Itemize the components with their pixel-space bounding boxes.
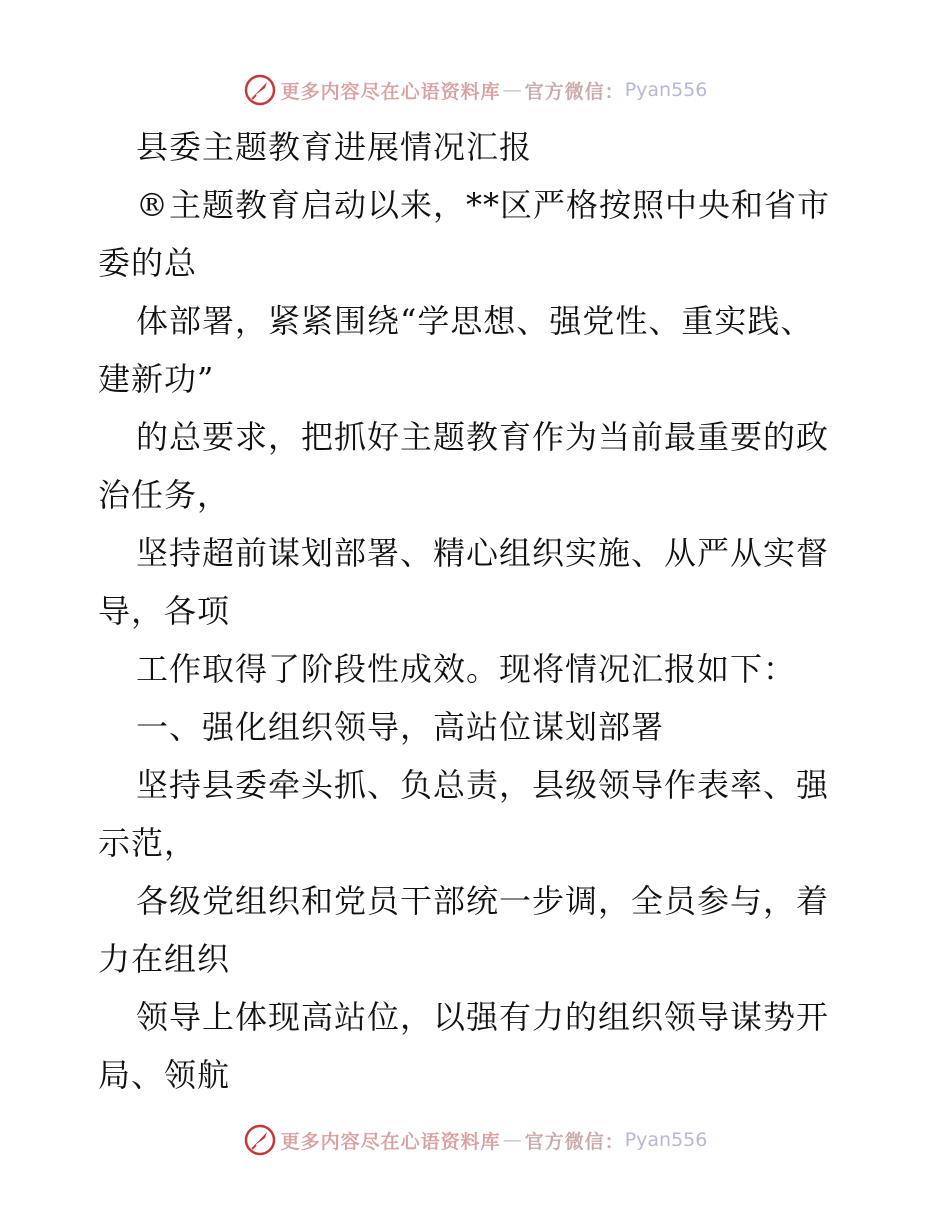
paragraph-line: 坚持县委牵头抓、负总责，县级领导作表率、强 [136,766,830,804]
watermark-separator: — [502,1129,523,1151]
paragraph-line: 导，各项 [98,592,231,630]
paragraph-line: 工作取得了阶段性成效。现将情况汇报如下： [136,650,797,688]
paragraph-line: 示范， [98,824,198,862]
paragraph-line: 领导上体现高站位，以强有力的组织领导谋势开 [136,998,830,1036]
paragraph-line: 一、强化组织领导，高站位谋划部署 [136,708,665,746]
document-title: 县委主题教育进展情况汇报 [136,128,533,166]
paragraph-line: 建新功” [98,360,215,398]
watermark-text: 更多内容尽在心语资料库 [280,1130,501,1153]
paragraph-line: ®主题教育启动以来，**区严格按照中央和省市 [136,186,831,224]
quill-pen-logo-icon [243,73,277,107]
paragraph-line: 治任务， [98,476,231,514]
paragraph-line: 各级党组织和党员干部统一步调，全员参与，着 [136,882,830,920]
footer-watermark [0,1120,950,1160]
paragraph-line: 委的总 [98,244,198,282]
document-body [98,118,858,1104]
watermark-text: 更多内容尽在心语资料库 [280,80,501,103]
watermark-id: Pyan556 [624,1129,708,1151]
paragraph-line: 局、领航 [98,1056,231,1094]
header-watermark [0,70,950,110]
watermark-id: Pyan556 [624,79,708,101]
paragraph-line: 力在组织 [98,940,231,978]
paragraph-line: 坚持超前谋划部署、精心组织实施、从严从实督 [136,534,830,572]
watermark-contact: 官方微信： [524,80,625,103]
watermark-contact: 官方微信： [524,1130,625,1153]
paragraph-line: 的总要求，把抓好主题教育作为当前最重要的政 [136,418,830,456]
paragraph-line: 体部署，紧紧围绕“学思想、强党性、重实践、 [136,302,814,340]
watermark-separator: — [502,79,523,101]
quill-pen-logo-icon [243,1123,277,1157]
